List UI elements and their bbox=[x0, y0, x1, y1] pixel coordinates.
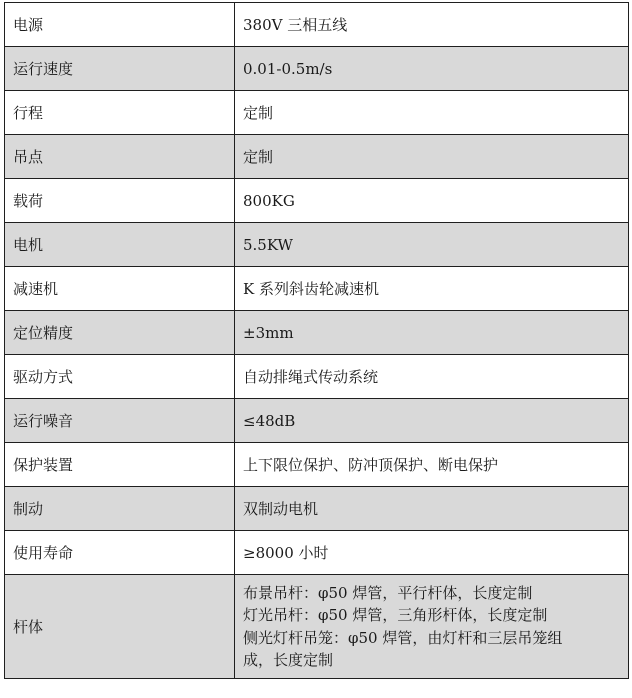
label-cell: 电机 bbox=[5, 223, 235, 267]
table-row bbox=[5, 575, 629, 679]
value-line: 灯光吊杆：φ50 焊管，三角形杆体，长度定制 bbox=[243, 606, 548, 624]
value-cell: 800KG bbox=[235, 179, 629, 223]
value-cell: 自动排绳式传动系统 bbox=[235, 355, 629, 399]
table-row bbox=[5, 223, 629, 267]
value-cell: ±3mm bbox=[235, 311, 629, 355]
table-row bbox=[5, 267, 629, 311]
label-cell: 保护装置 bbox=[5, 443, 235, 487]
label-cell: 减速机 bbox=[5, 267, 235, 311]
value-cell: 380V 三相五线 bbox=[235, 3, 629, 47]
table-row bbox=[5, 135, 629, 179]
value-cell: 定制 bbox=[235, 91, 629, 135]
label-cell: 制动 bbox=[5, 487, 235, 531]
table-row bbox=[5, 179, 629, 223]
table-row bbox=[5, 91, 629, 135]
label-cell: 行程 bbox=[5, 91, 235, 135]
value-line: 侧光灯杆吊笼：φ50 焊管，由灯杆和三层吊笼组 bbox=[243, 628, 563, 647]
label-cell: 驱动方式 bbox=[5, 355, 235, 399]
value-cell: K 系列斜齿轮减速机 bbox=[235, 267, 629, 311]
table-row bbox=[5, 47, 629, 91]
value-cell: 0.01-0.5m/s bbox=[235, 47, 629, 91]
value-cell: ≤48dB bbox=[235, 399, 629, 443]
label-cell: 杆体 bbox=[5, 575, 235, 679]
table-row bbox=[5, 443, 629, 487]
table-row bbox=[5, 531, 629, 575]
value-cell-multiline bbox=[235, 575, 629, 679]
label-cell: 电源 bbox=[5, 3, 235, 47]
value-line: 布景吊杆：φ50 焊管，平行杆体，长度定制 bbox=[243, 583, 533, 602]
table-row bbox=[5, 355, 629, 399]
label-cell: 使用寿命 bbox=[5, 531, 235, 575]
label-cell: 运行速度 bbox=[5, 47, 235, 91]
value-cell: 双制动电机 bbox=[235, 487, 629, 531]
label-cell: 定位精度 bbox=[5, 311, 235, 355]
table-row bbox=[5, 487, 629, 531]
value-cell: 上下限位保护、防冲顶保护、断电保护 bbox=[235, 443, 629, 487]
spec-table bbox=[4, 2, 629, 679]
table-row bbox=[5, 3, 629, 47]
table-row bbox=[5, 311, 629, 355]
value-cell: 5.5KW bbox=[235, 223, 629, 267]
label-cell: 载荷 bbox=[5, 179, 235, 223]
label-cell: 运行噪音 bbox=[5, 399, 235, 443]
table-row bbox=[5, 399, 629, 443]
value-line: 成，长度定制 bbox=[243, 651, 334, 669]
label-cell: 吊点 bbox=[5, 135, 235, 179]
value-cell: ≥8000 小时 bbox=[235, 531, 629, 575]
value-cell: 定制 bbox=[235, 135, 629, 179]
